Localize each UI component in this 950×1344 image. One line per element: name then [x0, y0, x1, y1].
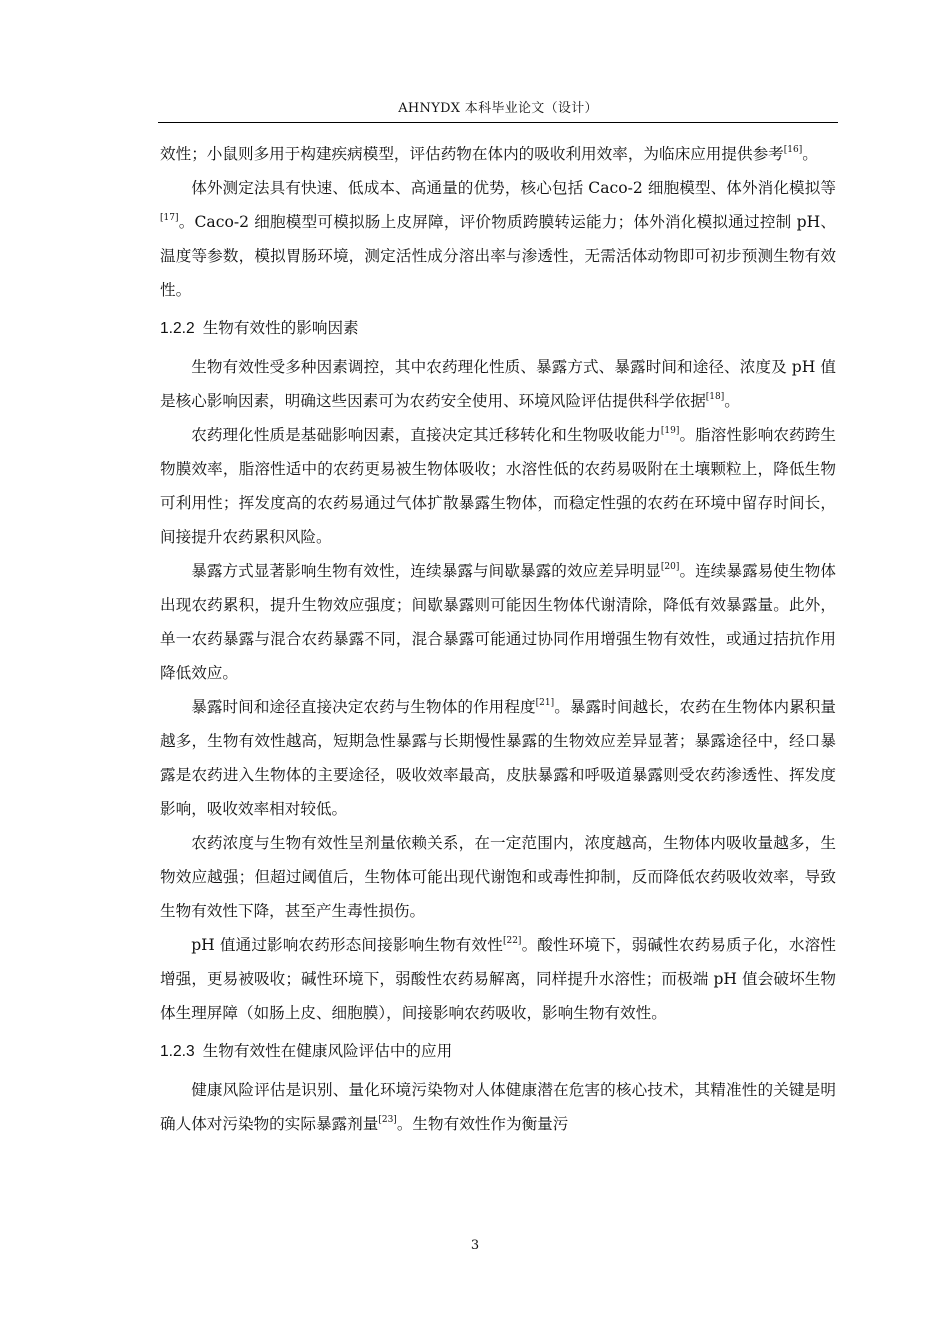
text-segment: 。: [802, 145, 818, 163]
body-paragraph: [160, 554, 836, 690]
text-segment: pH 值通过影响农药形态间接影响生物有效性: [191, 936, 503, 954]
body-paragraph: [160, 1073, 836, 1141]
citation-ref: [20]: [660, 562, 680, 572]
text-segment: 。Caco-2 细胞模型可模拟肠上皮屏障，评价物质跨膜转运能力；体外消化模拟通过控制 pH、温度等参数，模拟胃肠环境，测定活性成分溶出率与渗透性，无需活体动物即可初步预测生物有效性。: [160, 213, 836, 299]
text-segment: 体外测定法具有快速、低成本、高通量的优势，核心包括 Caco-2 细胞模型、体外消化模拟等: [191, 179, 836, 197]
text-segment: 健康风险评估是识别、量化环境污染物对人体健康潜在危害的核心技术，其精准性的关键是明确人体对污染物的实际暴露剂量: [160, 1081, 836, 1133]
section-title: 生物有效性在健康风险评估中的应用: [202, 1042, 453, 1060]
citation-ref: [18]: [705, 392, 725, 402]
citation-ref: [19]: [660, 426, 680, 436]
section-heading-1-2-2: [160, 311, 836, 346]
body-paragraph: [160, 137, 836, 171]
header-rule: [158, 122, 838, 123]
section-title: 生物有效性的影响因素: [202, 319, 359, 337]
text-segment: 。连续暴露易使生物体出现农药累积，提升生物效应强度；间歇暴露则可能因生物体代谢清除，降低有效暴露量。此外，单一农药暴露与混合农药暴露不同，混合暴露可能通过协同作用增强生物有效性，或通过拮抗作用降低效应。: [160, 562, 836, 682]
running-header: AHNYDX 本科毕业论文（设计）: [398, 101, 598, 116]
text-segment: 农药理化性质是基础影响因素，直接决定其迁移转化和生物吸收能力: [191, 426, 661, 444]
text-segment: 农药浓度与生物有效性呈剂量依赖关系，在一定范围内，浓度越高，生物体内吸收量越多，生物效应越强；但超过阈值后，生物体可能出现代谢饱和或毒性抑制，反而降低农药吸收效率，导致生物有效性下降，甚至产生毒性损伤。: [160, 834, 836, 920]
body-paragraph: [160, 928, 836, 1030]
text-segment: 。酸性环境下，弱碱性农药易质子化，水溶性增强，更易被吸收；碱性环境下，弱酸性农药易解离，同样提升水溶性；而极端 pH 值会破坏生物体生理屏障（如肠上皮、细胞膜），间接影响农药吸收，影响生物有效性。: [160, 936, 836, 1022]
body-paragraph: [160, 171, 836, 307]
text-segment: 生物有效性受多种因素调控，其中农药理化性质、暴露方式、暴露时间和途径、浓度及 pH 值是核心影响因素，明确这些因素可为农药安全使用、环境风险评估提供科学依据: [160, 358, 836, 410]
page-number: 3: [470, 1238, 480, 1253]
paragraph-group-1-2-3: [160, 1073, 836, 1141]
text-segment: 暴露时间和途径直接决定农药与生物体的作用程度: [191, 698, 536, 716]
text-segment: 。脂溶性影响农药跨生物膜效率，脂溶性适中的农药更易被生物体吸收；水溶性低的农药易吸附在土壤颗粒上，降低生物可利用性；挥发度高的农药易通过气体扩散暴露生物体，而稳定性强的农药在环境中留存时间长，间接提升农药累积风险。: [160, 426, 836, 546]
body-paragraph: [160, 690, 836, 826]
citation-ref: [21]: [535, 698, 555, 708]
text-segment: 。生物有效性作为衡量污: [396, 1115, 569, 1133]
body-paragraph: [160, 350, 836, 418]
citation-ref: [16]: [783, 145, 803, 155]
section-number: 1.2.2: [160, 320, 195, 337]
citation-ref: [22]: [502, 936, 522, 946]
text-segment: 效性；小鼠则多用于构建疾病模型，评估药物在体内的吸收利用效率，为临床应用提供参考: [160, 145, 784, 163]
body-paragraph: [160, 826, 836, 928]
section-number: 1.2.3: [160, 1043, 195, 1060]
text-segment: 。暴露时间越长，农药在生物体内累积量越多，生物有效性越高，短期急性暴露与长期慢性暴露的生物效应差异显著；暴露途径中，经口暴露是农药进入生物体的主要途径，吸收效率最高，皮肤暴露和呼吸道暴露则受农药渗透性、挥发度影响，吸收效率相对较低。: [160, 698, 836, 818]
body-text: [160, 137, 836, 1141]
citation-ref: [17]: [160, 213, 179, 223]
paragraph-group-1-2-2: [160, 350, 836, 1030]
text-segment: 暴露方式显著影响生物有效性，连续暴露与间歇暴露的效应差异明显: [191, 562, 661, 580]
body-paragraph: [160, 418, 836, 554]
text-segment: 。: [724, 392, 740, 410]
citation-ref: [23]: [378, 1115, 397, 1125]
section-heading-1-2-3: [160, 1034, 836, 1069]
paragraph-group-intro: [160, 137, 836, 307]
